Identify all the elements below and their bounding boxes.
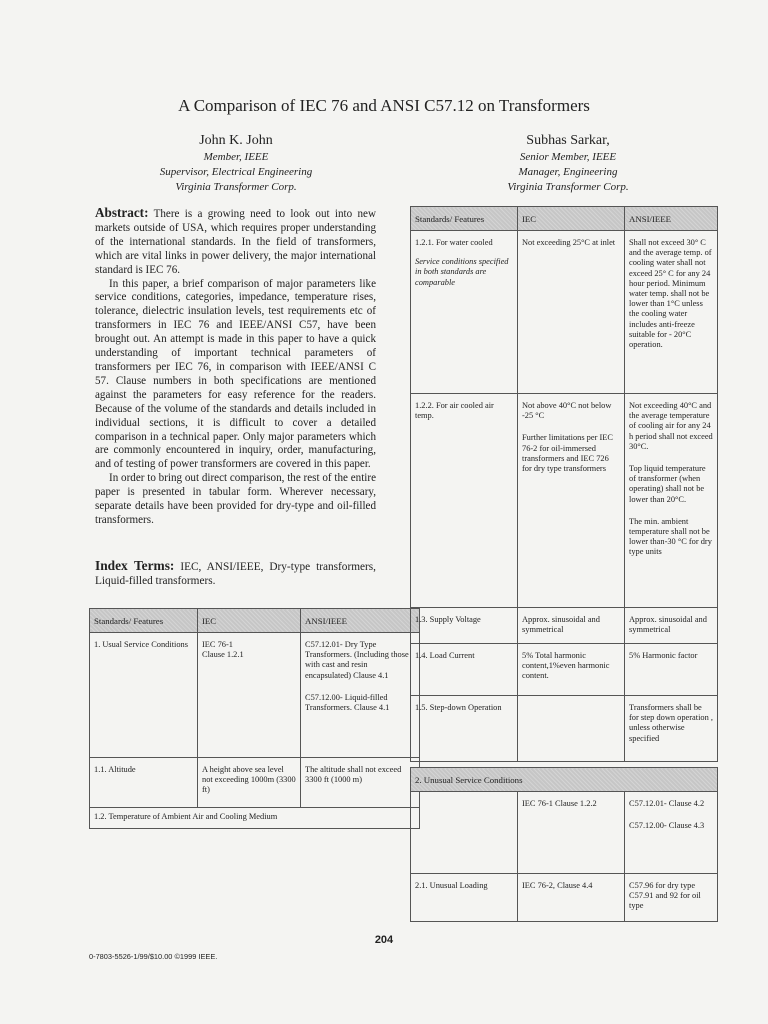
table-row	[411, 792, 718, 874]
table-row	[411, 608, 718, 644]
table-cell: 1.4. Load Current	[411, 644, 518, 696]
cell-note: Service conditions specified in both standards are comparable	[415, 257, 509, 287]
abstract-heading: Abstract:	[95, 205, 149, 220]
header-cell: Standards/ Features	[90, 609, 198, 633]
table-cell: Shall not exceed 30° C and the average temp. of cooling water shall not exceed 25° C for any 24 hour period. Minimum water temp. shall not be lower than 1°C unless the cooling water includes anti-freeze suitable for - 20°C operation.	[625, 231, 718, 394]
table-cell: 1.1. Altitude	[90, 758, 198, 808]
index-terms-heading: Index Terms:	[95, 558, 175, 573]
paper-title: A Comparison of IEC 76 and ANSI C57.12 on Transformers	[178, 96, 590, 115]
cell-text: Not above 40°C not below -25 °C	[522, 401, 612, 421]
author-block-2	[452, 131, 684, 195]
table-row	[411, 644, 718, 696]
cell-text: 1.2.1. For water cooled	[415, 238, 493, 247]
cell-text: C57.12.00- Clause 4.3	[629, 821, 705, 831]
table-cell: A height above sea level not exceeding 1000m (3300 ft)	[198, 758, 301, 808]
table-row	[411, 874, 718, 922]
table-cell: 5% Harmonic factor	[625, 644, 718, 696]
abstract-text: There is a growing need to look out into new markets outside of USA, which requires proper understanding of the international standards. In the field of transformers, which are vital links in power delivery, the major international standard is IEC 76.	[95, 208, 376, 276]
abstract-paragraph	[95, 206, 376, 278]
author-affiliation-line: Supervisor, Electrical Engineering	[159, 166, 313, 178]
table-cell: C57.96 for dry type C57.91 and 92 for oil type	[625, 874, 718, 922]
table-cell: The altitude shall not exceed 3300 ft (1000 m)	[301, 758, 420, 808]
table-row	[90, 808, 420, 829]
header-cell: IEC	[518, 207, 625, 231]
table-cell: 1.3. Supply Voltage	[411, 608, 518, 644]
table-row	[90, 633, 420, 758]
header-cell: IEC	[198, 609, 301, 633]
cell-text: Top liquid temperature of transformer (when operating) shall not be lower than 20°C.	[629, 464, 706, 504]
table-cell: Not exceeding 25°C at inlet	[518, 231, 625, 394]
table-cell: IEC 76-2, Clause 4.4	[518, 874, 625, 922]
table-cell: 1.2.2. For air cooled air temp.	[411, 394, 518, 608]
author-affiliation-line: Manager, Engineering	[518, 166, 618, 178]
table-cell	[198, 633, 301, 758]
unusual-conditions-table	[410, 767, 718, 922]
table-cell: 2.1. Unusual Loading	[411, 874, 518, 922]
copyright-line: 0-7803-5526-1/99/$10.00 ©1999 IEEE.	[89, 952, 218, 961]
table-cell	[625, 394, 718, 608]
abstract-paragraph: In order to bring out direct comparison, the rest of the entire paper is presented in tabular form. Wherever necessary, separate details have been provided for dry-type and oil-filled transformers.	[95, 472, 376, 526]
cell-text: C57.12.01- Dry Type Transformers. (Including those with cast and resin encapsulated) Clause 4.1	[305, 640, 409, 680]
cell-text: IEC 76-1	[202, 640, 233, 649]
cell-text: The min. ambient temperature shall not be lower than-30 °C for dry type units	[629, 516, 712, 557]
header-cell: Standards/ Features	[411, 207, 518, 231]
index-terms	[95, 559, 376, 588]
table-cell: 5% Total harmonic content,1%even harmonic content.	[518, 644, 625, 696]
author-affiliation-line: Member, IEEE	[203, 151, 269, 163]
header-cell: 2. Unusual Service Conditions	[411, 768, 718, 792]
table-cell: 1. Usual Service Conditions	[90, 633, 198, 758]
author-block-1	[120, 131, 352, 195]
table-row	[411, 231, 718, 394]
header-cell: ANSI/IEEE	[301, 609, 420, 633]
cell-text: C57.12.00- Liquid-filled Transformers. Clause 4.1	[305, 692, 390, 713]
table-cell: IEC 76-1 Clause 1.2.2	[518, 792, 625, 874]
table-cell: 1.5. Step-down Operation	[411, 696, 518, 762]
cell-text: Further limitations per IEC 76-2 for oil-immersed transformers and IEC 726 for dry type transformers	[522, 433, 613, 474]
cell-text: Not exceeding 40°C and the average temperature of cooling air for any 24 h period shall not exceed 30°C.	[629, 401, 713, 451]
table-row	[411, 696, 718, 762]
table-header-row	[411, 207, 718, 231]
abstract-paragraph: In this paper, a brief comparison of major parameters like service conditions, categories, impedance, temperature rises, tolerance, dielectric insulation levels, test requirements etc of transformers in IEC 76 and IEEE/ANSI C57, have been brought out. An attempt is made in this paper to have a quick understanding of important technical parameters of transformers per IEC 76, in comparison with IEEE/ANSI C 57. Clause numbers in both specifications are mentioned against the parameters for easy reference for the readers. Because of the volume of the standards and details included in individual sections, it is difficult to cover a detailed comparison in a technical paper. Only major parameters which are commonly encountered in inquiry, order, manufacturing, and of testing of power transformers are covered in this paper.	[95, 277, 376, 471]
author-affiliation-line: Virginia Transformer Corp.	[507, 181, 629, 193]
abstract-section	[95, 206, 376, 528]
table-cell	[518, 696, 625, 762]
table-cell	[625, 792, 718, 874]
index-terms-text: IEC, ANSI/IEEE, Dry-type transformers, Liquid-filled transformers.	[95, 561, 376, 587]
comparison-table-left	[89, 608, 420, 829]
table-row	[411, 394, 718, 608]
cell-text: C57.12.01- Clause 4.2	[629, 799, 705, 808]
author-name: Subhas Sarkar,	[526, 133, 610, 148]
author-affiliation-line: Senior Member, IEEE	[519, 151, 617, 163]
table-cell: Approx. sinusoidal and symmetrical	[518, 608, 625, 644]
page-number: 204	[374, 934, 394, 946]
table-row	[90, 758, 420, 808]
table-header-row	[90, 609, 420, 633]
author-name: John K. John	[199, 133, 273, 148]
author-affiliation-line: Virginia Transformer Corp.	[175, 181, 297, 193]
table-cell	[301, 633, 420, 758]
table-cell	[411, 792, 518, 874]
table-cell: Approx. sinusoidal and symmetrical	[625, 608, 718, 644]
table-header-row	[411, 768, 718, 792]
table-cell: Transformers shall be for step down operation , unless otherwise specified	[625, 696, 718, 762]
table-cell	[411, 231, 518, 394]
table-cell: 1.2. Temperature of Ambient Air and Cooling Medium	[90, 808, 420, 829]
table-cell	[518, 394, 625, 608]
comparison-table-right	[410, 206, 718, 762]
header-cell: ANSI/IEEE	[625, 207, 718, 231]
cell-text: Clause 1.2.1	[202, 650, 244, 660]
